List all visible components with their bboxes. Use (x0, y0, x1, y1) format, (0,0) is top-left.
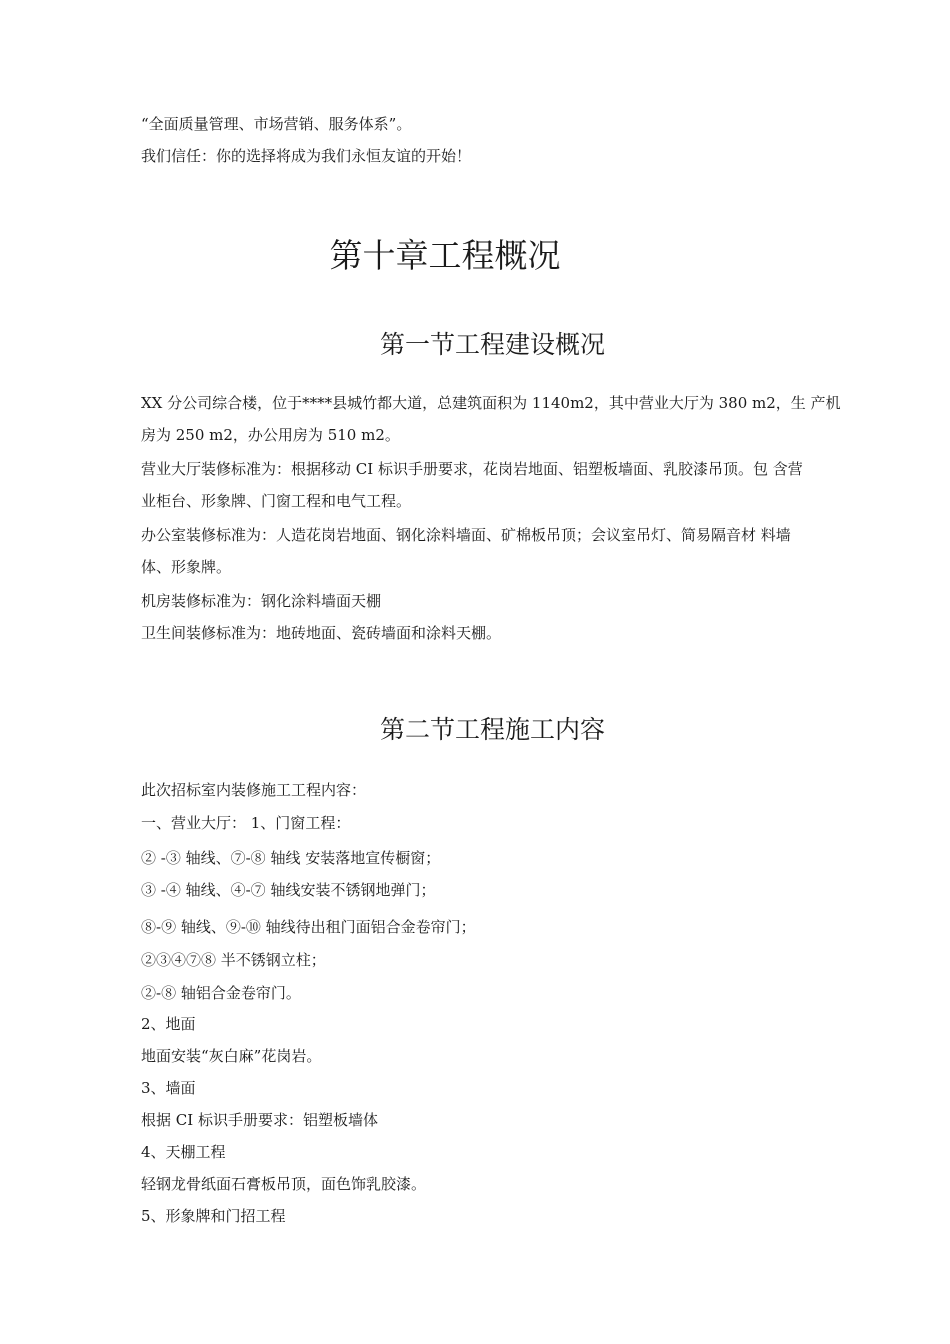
paragraph-line: 根据 CI 标识手册要求：铝塑板墙体 (141, 1111, 378, 1129)
paragraph-line: 营业大厅装修标准为：根据移动 CI 标识手册要求，花岗岩地面、铝塑板墙面、乳胶漆吊顶。包 含营 (141, 460, 803, 478)
intro-trust-line: 我们信任：你的选择将成为我们永恒友谊的开始！ (141, 147, 472, 165)
paragraph-line: 2、地面 (141, 1015, 196, 1033)
paragraph-line: 办公室装修标准为：人造花岗岩地面、钢化涂料墙面、矿棉板吊顶；会议室吊灯、简易隔音材 料墙 (141, 526, 791, 544)
paragraph-line: 地面安装“灰白麻”花岗岩。 (141, 1047, 322, 1065)
paragraph-line: ③ -④ 轴线、④-⑦ 轴线安装不锈钢地弹门； (141, 881, 436, 899)
paragraph-line: ②-⑧ 轴铝合金卷帘门。 (141, 984, 301, 1002)
paragraph-line: ② -③ 轴线、⑦-⑧ 轴线 安装落地宣传橱窗； (141, 849, 441, 867)
paragraph-line: 体、形象牌。 (141, 558, 232, 576)
paragraph-line: 5、形象牌和门招工程 (141, 1207, 286, 1225)
paragraph-line: 4、天棚工程 (141, 1143, 226, 1161)
paragraph-line: 此次招标室内装修施工工程内容： (141, 781, 367, 799)
paragraph-line: 机房装修标准为：钢化涂料墙面天棚 (141, 592, 382, 610)
paragraph-line: 房为 250 m2，办公用房为 510 m2。 (141, 426, 400, 444)
paragraph-line: 一、营业大厅： 1、门窗工程： (141, 814, 351, 832)
paragraph-line: XX 分公司综合楼，位于****县城竹都大道，总建筑面积为 1140m2，其中营业大厅为 380 m2，生 产机 (141, 394, 841, 412)
paragraph-line: 卫生间装修标准为：地砖地面、瓷砖墙面和涂料天棚。 (141, 624, 502, 642)
chapter-title: 第十章工程概况 (329, 236, 561, 275)
section-title-overview: 第一节工程建设概况 (379, 330, 605, 359)
paragraph-line: 轻钢龙骨纸面石膏板吊顶，面色饰乳胶漆。 (141, 1175, 427, 1193)
paragraph-line: ⑧-⑨ 轴线、⑨-⑩ 轴线待出租门面铝合金卷帘门； (141, 918, 476, 936)
paragraph-line: 业柜台、形象牌、门窗工程和电气工程。 (141, 492, 412, 510)
paragraph-line: 3、墙面 (141, 1079, 196, 1097)
section-title-construction: 第二节工程施工内容 (379, 715, 605, 744)
intro-quality-line: “全面质量管理、市场营销、服务体系”。 (141, 115, 412, 133)
paragraph-line: ②③④⑦⑧ 半不锈钢立柱； (141, 951, 326, 969)
